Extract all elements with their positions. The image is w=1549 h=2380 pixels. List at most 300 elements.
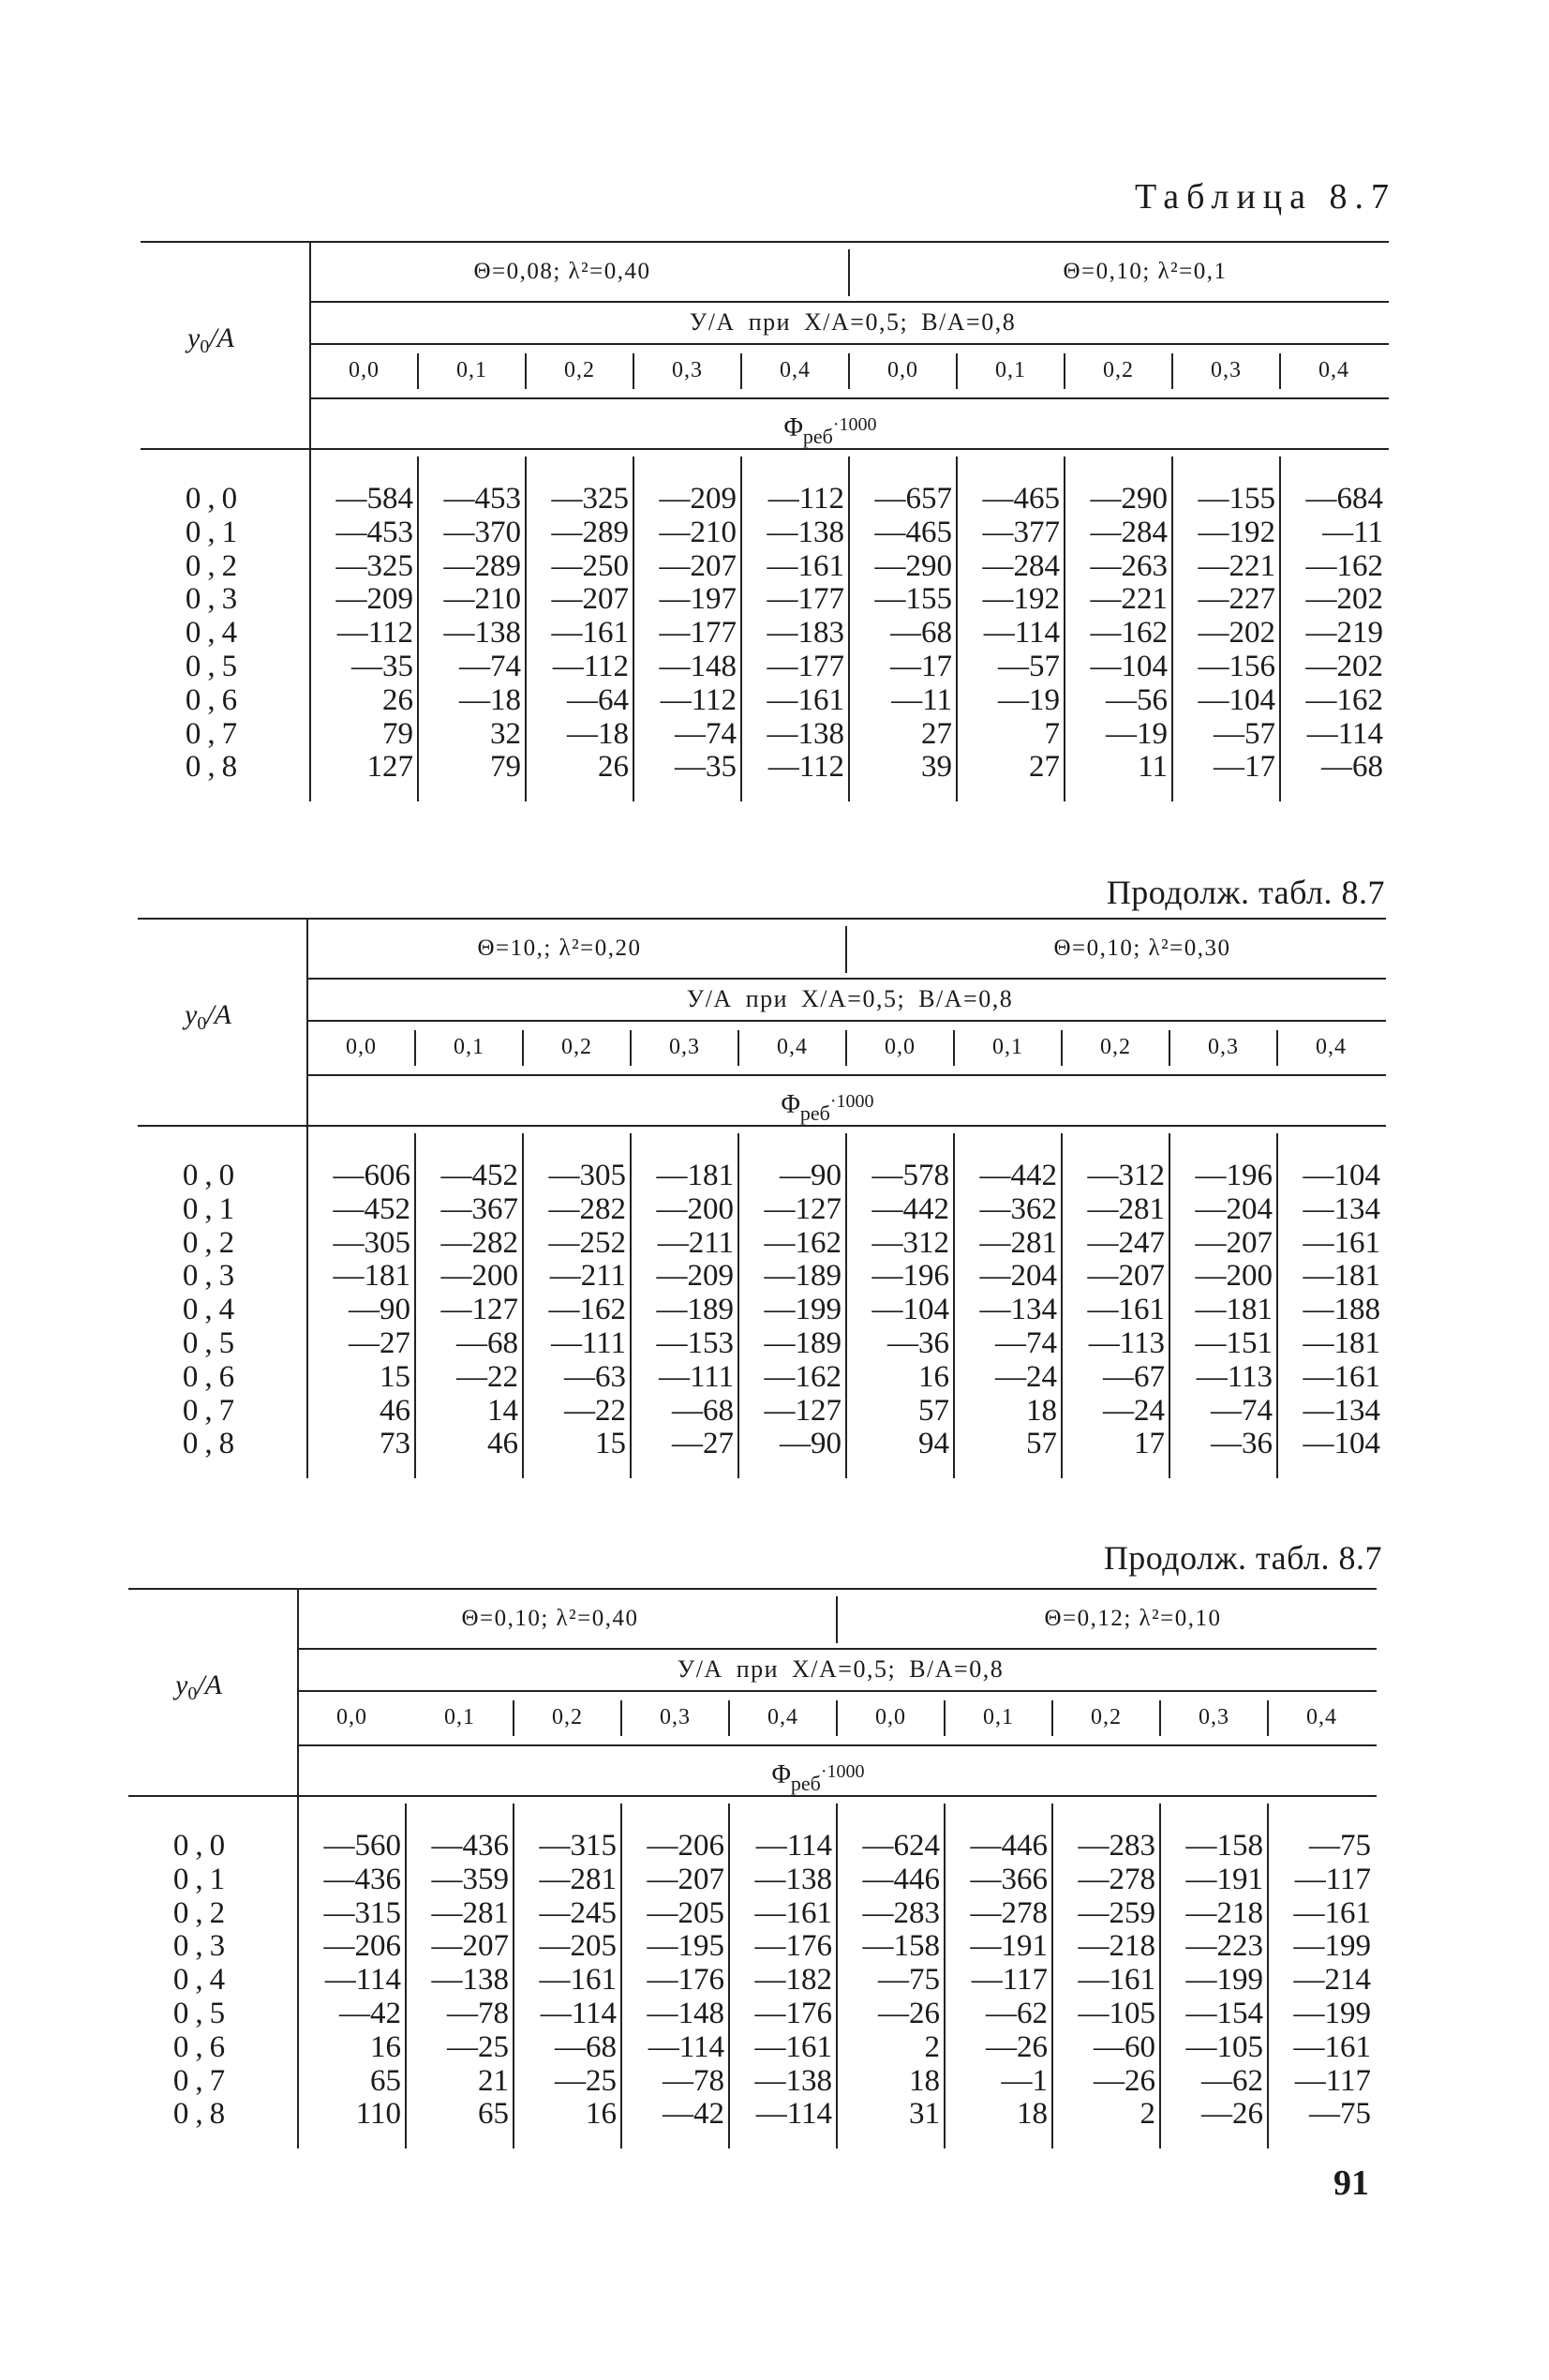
table-cell: —105 [1078, 1997, 1155, 2030]
column-label-separator [1279, 353, 1281, 389]
table-cell: —138 [754, 1862, 832, 1896]
row-label: 0,2 [172, 1895, 232, 1930]
table-continuation-caption: Продолж. табл. 8.7 [1106, 874, 1385, 911]
table-cell: —153 [656, 1326, 734, 1360]
column-separator [944, 1804, 946, 2148]
table-cell: —25 [447, 2029, 509, 2064]
table-cell: —284 [982, 548, 1060, 583]
table-cell: —114 [983, 616, 1060, 651]
table-cell: —111 [550, 1326, 626, 1360]
table-cell: —259 [1078, 1895, 1155, 1930]
table-cell: —684 [1305, 482, 1383, 516]
table-cell: —63 [564, 1359, 626, 1394]
table-cell: —68 [1321, 750, 1383, 785]
table-cell: —176 [754, 1929, 832, 1964]
table-cell: 27 [1029, 750, 1060, 785]
table-8-7-part-2 [138, 919, 1386, 1481]
table-cell: —312 [1087, 1159, 1165, 1192]
table-cell: —117 [971, 1963, 1048, 1998]
row-header-symbol: y [175, 1669, 188, 1700]
row-label: 0,4 [172, 1963, 232, 1998]
group-header: Θ=0,12; λ²=0,10 [1044, 1606, 1222, 1631]
column-label: 0,4 [767, 1705, 798, 1729]
table-cell: —211 [657, 1225, 734, 1260]
column-label: 0,1 [456, 358, 487, 382]
table-cell: —370 [443, 515, 521, 549]
table-cell: —181 [1195, 1293, 1273, 1327]
column-label: 0,0 [346, 1035, 377, 1059]
table-cell: —138 [431, 1963, 509, 1998]
column-separator [1171, 457, 1173, 801]
table-cell: —192 [982, 582, 1060, 617]
table-cell: —56 [1106, 682, 1168, 717]
column-label: 0,3 [1208, 1035, 1239, 1059]
table-cell: —200 [1195, 1259, 1273, 1294]
column-label: 0,0 [336, 1705, 367, 1729]
table-cell: —26 [1201, 2097, 1263, 2132]
table-cell: 2 [1139, 2097, 1155, 2132]
header-bottom-rule [141, 448, 1389, 450]
table-cell: —26 [878, 1997, 940, 2030]
table-cell: —359 [431, 1862, 509, 1896]
table-cell: —191 [970, 1929, 1048, 1964]
column-label-separator [956, 353, 958, 389]
column-separator [1267, 1804, 1269, 2148]
table-cell: —446 [862, 1862, 940, 1896]
group-header: Θ=0,10; λ²=0,30 [1053, 936, 1231, 961]
row-label: 0,7 [172, 2063, 232, 2098]
header-bottom-rule [138, 1125, 1386, 1127]
table-cell: —204 [979, 1259, 1057, 1294]
horizontal-rule [298, 1648, 1377, 1650]
column-separator [513, 1804, 514, 2148]
quantity-symbol: Φ [783, 413, 803, 442]
table-cell: —452 [440, 1159, 518, 1192]
table-cell: —278 [1078, 1862, 1155, 1896]
table-cell: —181 [333, 1259, 410, 1294]
table-cell: —156 [1198, 650, 1275, 683]
quantity-factor: ·1000 [820, 1761, 865, 1782]
table-cell: —453 [443, 482, 521, 516]
column-label: 0,4 [1318, 358, 1349, 382]
table-cell: —177 [767, 650, 844, 683]
column-separator [1279, 457, 1281, 801]
table-cell: —162 [764, 1225, 842, 1260]
table-cell: —104 [871, 1293, 949, 1327]
table-cell: —155 [1198, 482, 1275, 516]
column-label: 0,0 [349, 358, 380, 382]
column-label-separator [630, 1030, 632, 1066]
table-cell: —104 [1303, 1427, 1380, 1461]
table-cell: —202 [1198, 616, 1275, 651]
column-separator [405, 1804, 407, 2148]
column-label-separator [944, 1700, 946, 1736]
horizontal-rule [298, 1690, 1377, 1692]
table-cell: —196 [871, 1259, 949, 1294]
table-cell: —282 [440, 1225, 518, 1260]
table-cell: —114 [648, 2029, 724, 2064]
table-cell: —161 [767, 682, 844, 717]
header-bottom-rule [128, 1795, 1377, 1797]
table-cell: —281 [1087, 1191, 1165, 1226]
table-cell: —113 [1196, 1359, 1273, 1394]
table-cell: —624 [862, 1829, 940, 1863]
table-cell: —182 [754, 1963, 832, 1998]
page-number: 91 [1333, 2163, 1369, 2203]
table-cell: —436 [323, 1862, 401, 1896]
column-label: 0,1 [995, 358, 1026, 382]
table-cell: —177 [659, 616, 737, 651]
table-cell: —283 [862, 1895, 940, 1930]
row-label: 0,6 [182, 1359, 242, 1394]
row-header-subscript: 0 [197, 1013, 207, 1034]
row-header [141, 320, 281, 357]
table-cell: —191 [1185, 1862, 1263, 1896]
row-label: 0,2 [182, 1225, 242, 1260]
table-cell: —289 [551, 515, 629, 549]
column-label-separator [1064, 353, 1065, 389]
column-label: 0,1 [444, 1705, 475, 1729]
row-label: 0,2 [185, 548, 245, 583]
table-cell: —161 [551, 616, 629, 651]
table-cell: —578 [871, 1159, 949, 1192]
column-separator [1061, 1133, 1063, 1478]
column-label: 0,4 [777, 1035, 808, 1059]
column-separator [737, 1133, 739, 1478]
table-cell: —223 [1185, 1929, 1263, 1964]
table-cell: —42 [339, 1997, 401, 2030]
quantity-symbol: Φ [771, 1760, 791, 1789]
column-separator [633, 457, 634, 801]
table-cell: —26 [1094, 2063, 1155, 2098]
table-cell: —112 [552, 650, 629, 683]
row-label: 0,6 [185, 682, 245, 717]
table-cell: —18 [459, 682, 521, 717]
table-cell: —138 [443, 616, 521, 651]
table-cell: 94 [918, 1427, 949, 1461]
group-header: Θ=0,08; λ²=0,40 [473, 259, 651, 284]
table-cell: 65 [478, 2097, 509, 2132]
quantity-subscript: реб [790, 1772, 821, 1795]
table-cell: —436 [431, 1829, 509, 1863]
table-top-rule [141, 241, 1389, 243]
row-label: 0,1 [182, 1191, 242, 1226]
table-cell: —60 [1094, 2029, 1155, 2064]
table-cell: —183 [767, 616, 844, 651]
table-cell: —105 [1185, 2029, 1263, 2064]
column-label: 0,1 [454, 1035, 484, 1059]
column-separator [630, 1133, 632, 1478]
row-header-symbol: y [185, 999, 198, 1030]
quantity-subscript: реб [799, 1101, 830, 1125]
table-cell: —1 [1001, 2063, 1048, 2098]
table-cell: —210 [659, 515, 737, 549]
table-cell: 46 [487, 1427, 518, 1461]
row-label: 0,1 [172, 1862, 232, 1896]
table-cell: —114 [540, 1997, 617, 2030]
table-cell: 21 [478, 2063, 509, 2098]
table-cell: —209 [656, 1259, 734, 1294]
table-cell: —206 [323, 1929, 401, 1964]
column-label-separator [417, 353, 419, 389]
table-cell: —158 [1185, 1829, 1263, 1863]
row-header-suffix: /A [209, 322, 234, 353]
table-cell: —162 [548, 1293, 626, 1327]
table-cell: —114 [755, 1829, 832, 1863]
table-cell: —199 [764, 1293, 842, 1327]
group-header: Θ=0,10; λ²=0,40 [461, 1606, 639, 1631]
table-cell: —112 [767, 482, 844, 516]
table-cell: —127 [440, 1293, 518, 1327]
table-cell: —104 [1303, 1159, 1380, 1192]
table-cell: 79 [490, 750, 521, 785]
table-cell: —197 [659, 582, 737, 617]
table-8-7-part-1 [141, 242, 1389, 804]
column-label: 0,0 [875, 1705, 906, 1729]
table-cell: —104 [1198, 682, 1275, 717]
table-cell: —446 [970, 1829, 1048, 1863]
table-cell: —161 [539, 1963, 617, 1998]
column-label: 0,0 [885, 1035, 916, 1059]
quantity-factor: ·1000 [832, 414, 877, 435]
horizontal-rule [310, 301, 1389, 303]
quantity-symbol: Φ [781, 1090, 800, 1119]
horizontal-rule [307, 978, 1386, 980]
table-cell: —117 [1294, 1862, 1371, 1896]
table-cell: —67 [1103, 1359, 1165, 1394]
table-cell: —134 [979, 1293, 1057, 1327]
table-cell: —68 [555, 2029, 617, 2064]
row-label: 0,4 [185, 616, 245, 651]
table-cell: —199 [1293, 1997, 1371, 2030]
table-cell: —189 [656, 1293, 734, 1327]
table-cell: —134 [1303, 1191, 1380, 1226]
table-cell: —205 [539, 1929, 617, 1964]
row-label: 0,8 [172, 2097, 232, 2132]
row-header-suffix: /A [197, 1669, 222, 1700]
table-cell: —104 [1090, 650, 1168, 683]
column-label-separator [1276, 1030, 1278, 1066]
column-label-separator [1061, 1030, 1063, 1066]
table-cell: —158 [862, 1929, 940, 1964]
table-cell: —161 [1087, 1293, 1165, 1327]
column-label-separator [737, 1030, 739, 1066]
table-cell: —181 [1303, 1326, 1380, 1360]
table-cell: —25 [555, 2063, 617, 2098]
table-cell: —362 [979, 1191, 1057, 1226]
table-cell: —188 [1303, 1293, 1380, 1327]
table-cell: —465 [874, 515, 952, 549]
table-cell: —18 [567, 716, 629, 751]
table-cell: —11 [1322, 515, 1383, 549]
table-cell: —62 [986, 1997, 1048, 2030]
table-cell: 16 [370, 2029, 401, 2064]
table-cell: —90 [780, 1427, 842, 1461]
table-cell: —161 [1303, 1225, 1380, 1260]
row-label: 0,3 [172, 1929, 232, 1964]
row-header-suffix: /A [206, 999, 231, 1030]
table-top-rule [128, 1588, 1377, 1590]
table-cell: 18 [1026, 1393, 1057, 1428]
column-separator [956, 457, 958, 801]
row-label: 0,7 [185, 716, 245, 751]
table-cell: —62 [1201, 2063, 1263, 2098]
row-label: 0,8 [185, 750, 245, 785]
table-cell: —64 [567, 682, 629, 717]
horizontal-rule [298, 1744, 1377, 1746]
column-label: 0,1 [983, 1705, 1014, 1729]
table-cell: —57 [998, 650, 1060, 683]
column-label: 0,2 [552, 1705, 583, 1729]
table-cell: —114 [755, 2097, 832, 2132]
table-cell: —11 [891, 682, 952, 717]
row-label: 0,6 [172, 2029, 232, 2064]
table-cell: —207 [1195, 1225, 1273, 1260]
group-separator [845, 926, 847, 973]
column-label-separator [740, 353, 742, 389]
column-label-separator [845, 1030, 847, 1066]
table-cell: —453 [335, 515, 413, 549]
table-cell: —199 [1293, 1929, 1371, 1964]
table-cell: —75 [1309, 1829, 1371, 1863]
horizontal-rule [307, 1074, 1386, 1076]
column-label: 0,4 [1306, 1705, 1337, 1729]
table-cell: —325 [551, 482, 629, 516]
table-cell: —196 [1195, 1159, 1273, 1192]
table-cell: —68 [890, 616, 952, 651]
table-cell: —195 [647, 1929, 724, 1964]
column-label: 0,3 [1211, 358, 1242, 382]
table-cell: 2 [924, 2029, 940, 2064]
table-cell: —221 [1198, 548, 1275, 583]
column-label-separator [513, 1700, 514, 1736]
table-cell: —657 [874, 482, 952, 516]
table-cell: 15 [380, 1359, 410, 1394]
table-cell: —200 [656, 1191, 734, 1226]
table-cell: —465 [982, 482, 1060, 516]
row-header-symbol: y [187, 322, 201, 353]
table-cell: —111 [658, 1359, 734, 1394]
quantity-label [537, 1753, 1099, 1794]
column-separator [620, 1804, 622, 2148]
table-cell: —78 [663, 2063, 724, 2098]
column-separator [848, 457, 850, 801]
column-separator [522, 1133, 524, 1478]
group-separator [836, 1596, 838, 1643]
row-label: 0,5 [185, 650, 245, 683]
table-cell: —218 [1078, 1929, 1155, 1964]
table-cell: —192 [1198, 515, 1275, 549]
table-cell: —154 [1185, 1997, 1263, 2030]
column-label-separator [1159, 1700, 1161, 1736]
table-cell: —75 [878, 1963, 940, 1998]
row-label: 0,0 [172, 1829, 232, 1863]
column-label-separator [1169, 1030, 1170, 1066]
column-label-separator [1051, 1700, 1053, 1736]
table-cell: —202 [1305, 582, 1383, 617]
table-cell: 73 [380, 1427, 410, 1461]
column-label: 0,3 [672, 358, 703, 382]
table-cell: —281 [539, 1862, 617, 1896]
table-cell: —176 [754, 1997, 832, 2030]
table-cell: —209 [335, 582, 413, 617]
table-cell: —78 [447, 1997, 509, 2030]
table-cell: —312 [871, 1225, 949, 1260]
column-separator [1159, 1804, 1161, 2148]
table-cell: —112 [336, 616, 413, 651]
column-label: 0,2 [1091, 1705, 1122, 1729]
table-cell: 79 [382, 716, 413, 751]
table-cell: —113 [1088, 1326, 1165, 1360]
table-cell: —19 [998, 682, 1060, 717]
table-continuation-caption: Продолж. табл. 8.7 [1103, 1539, 1382, 1577]
table-cell: 57 [918, 1393, 949, 1428]
column-label-separator [728, 1700, 730, 1736]
table-cell: —176 [647, 1963, 724, 1998]
row-label: 0,0 [185, 482, 245, 516]
table-cell: —74 [675, 716, 737, 751]
group-separator [848, 249, 850, 296]
table-cell: —205 [647, 1895, 724, 1930]
table-cell: —24 [1103, 1393, 1165, 1428]
row-label: 0,7 [182, 1393, 242, 1428]
table-cell: 15 [595, 1427, 626, 1461]
table-cell: —17 [1214, 750, 1275, 785]
table-top-rule [138, 918, 1386, 920]
table-cell: —199 [1185, 1963, 1263, 1998]
subheader: У/А при X/A=0,5; B/A=0,8 [677, 1655, 1005, 1683]
subheader: У/А при X/A=0,5; B/A=0,8 [686, 985, 1014, 1012]
row-label: 0,8 [182, 1427, 242, 1461]
column-label-separator [522, 1030, 524, 1066]
table-cell: —42 [663, 2097, 724, 2132]
column-label: 0,3 [1199, 1705, 1229, 1729]
row-label: 0,5 [182, 1326, 242, 1360]
column-label: 0,2 [1100, 1035, 1131, 1059]
table-cell: —207 [1087, 1259, 1165, 1294]
column-label-separator [953, 1030, 955, 1066]
table-cell: —219 [1305, 616, 1383, 651]
table-cell: —189 [764, 1326, 842, 1360]
column-label: 0,2 [1103, 358, 1134, 382]
table-cell: —162 [1305, 682, 1383, 717]
column-label: 0,4 [1316, 1035, 1347, 1059]
quantity-factor: ·1000 [829, 1091, 874, 1112]
table-cell: —112 [660, 682, 737, 717]
column-separator [1276, 1133, 1278, 1478]
table-cell: 26 [598, 750, 629, 785]
table-cell: 18 [909, 2063, 940, 2098]
column-separator [845, 1133, 847, 1478]
table-cell: 57 [1026, 1427, 1057, 1461]
column-separator [1051, 1804, 1053, 2148]
table-cell: —26 [986, 2029, 1048, 2064]
table-cell: 14 [487, 1393, 518, 1428]
table-cell: —68 [456, 1326, 518, 1360]
table-cell: —211 [549, 1259, 626, 1294]
table-cell: —57 [1214, 716, 1275, 751]
row-label: 0,5 [172, 1997, 232, 2030]
table-cell: —227 [1198, 582, 1275, 617]
table-caption: Таблица 8.7 [1134, 177, 1396, 217]
table-cell: —35 [351, 650, 413, 683]
table-cell: —315 [539, 1829, 617, 1863]
table-cell: 7 [1044, 716, 1060, 751]
table-cell: 31 [909, 2097, 940, 2132]
table-cell: —177 [767, 582, 844, 617]
table-cell: —210 [443, 582, 521, 617]
table-cell: —218 [1185, 1895, 1263, 1930]
